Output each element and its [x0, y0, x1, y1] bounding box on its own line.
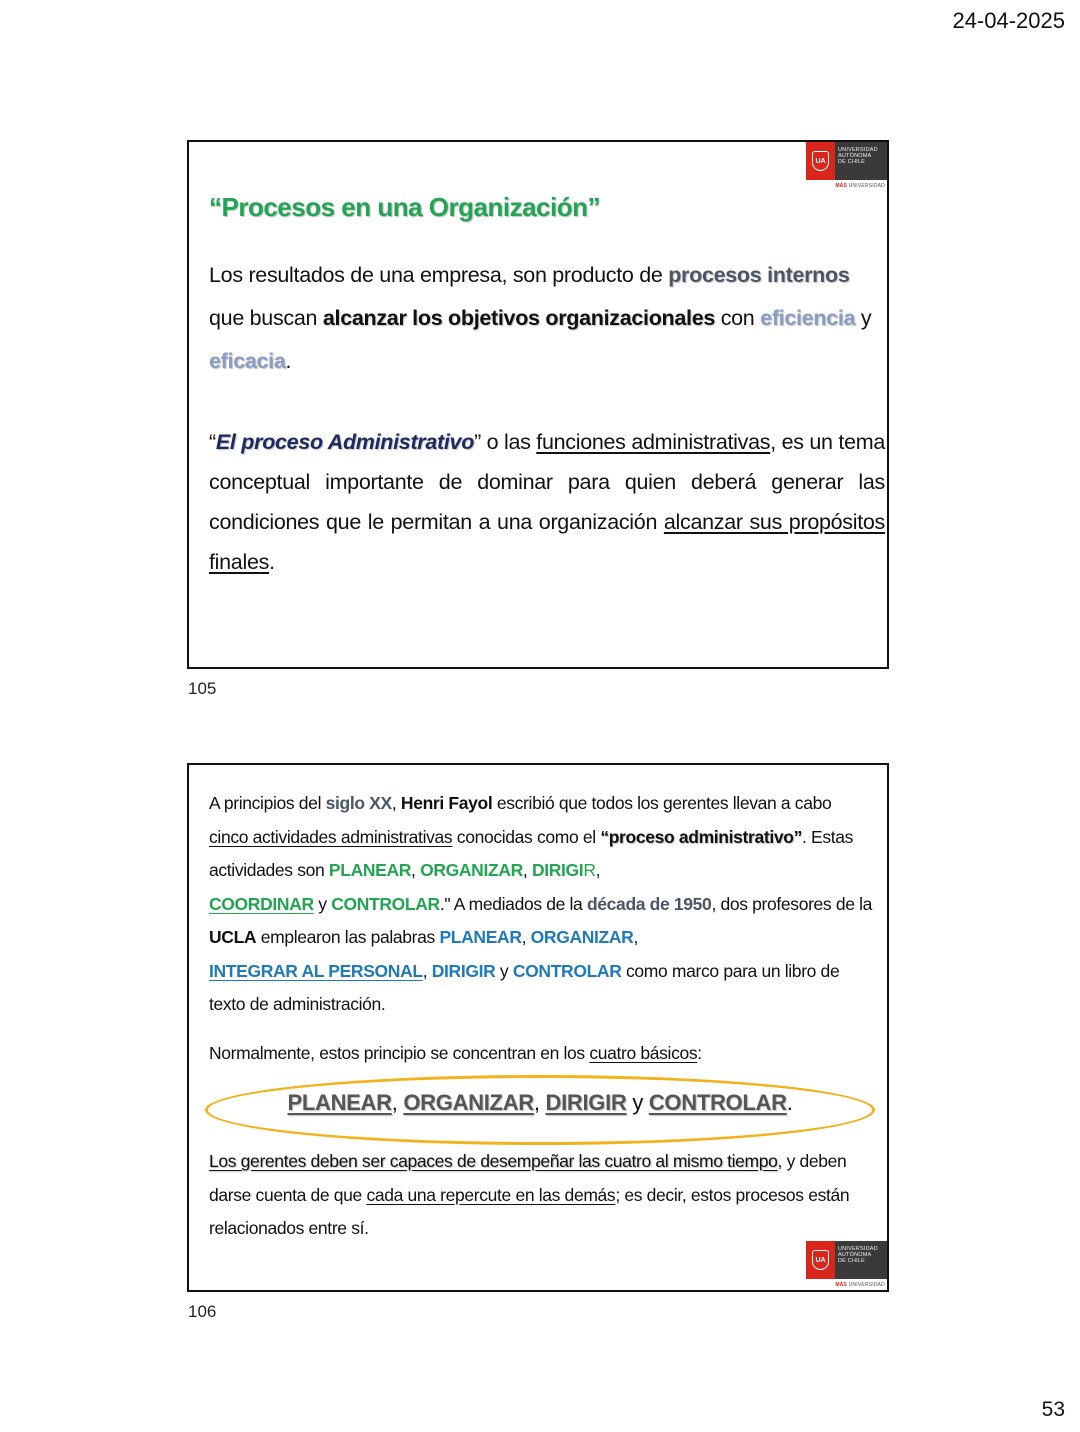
logo-tagline: MÁS UNIVERSIDAD: [835, 183, 885, 189]
slide-106: [187, 763, 889, 1292]
paragraph-results: Los resultados de una empresa, son producto de procesos internos que buscan alcanzar los objetivos organizacionales con eficiencia y eficacia.: [209, 263, 872, 373]
logo-tagline: MÁS UNIVERSIDAD: [835, 1282, 885, 1288]
slide-number: 105: [188, 679, 217, 698]
shield-icon: UA: [812, 1250, 829, 1270]
slide-105: [187, 140, 889, 669]
paragraph-process: “El proceso Administrativo” o las funciones administrativas, es un tema conceptual importante de dominar para quien deberá generar las condiciones que le permitan a una organización alcanzar sus propósitos finales.: [209, 430, 885, 574]
four-basics: PLANEAR, ORGANIZAR, DIRIGIR y CONTROLAR.: [287, 1090, 793, 1115]
page-number: 53: [1041, 1398, 1065, 1421]
university-logo: UA UNIVERSIDAD AUTÓNOMA DE CHILE MÁS UNIVERSIDAD: [806, 1241, 887, 1288]
page-date: 24-04-2025: [952, 8, 1065, 33]
slide-title: “Procesos en una Organización”: [209, 192, 600, 222]
slide-number: 106: [188, 1302, 217, 1321]
paragraph-four-basics-intro: Normalmente, estos principio se concentran en los cuatro básicos:: [209, 1043, 702, 1063]
university-logo: UA UNIVERSIDAD AUTÓNOMA DE CHILE MÁS UNIVERSIDAD: [806, 142, 887, 189]
paragraph-fayol: A principios del siglo XX, Henri Fayol escribió que todos los gerentes llevan a cabo cinco actividades administrativas conocidas como el “proceso administrativo”. Estas actividades son PLANEAR, ORGANIZAR, DIRIGIR, COORDINAR y CONTROLAR." A mediados de la década de 1950, dos profesores de la UCLA emplearon las palabras PLANEAR, ORGANIZAR, INTEGRAR AL PERSONAL, DIRIGIR y CONTROLAR como marco para un libro de texto de administración.: [209, 793, 873, 1014]
shield-icon: UA: [812, 151, 829, 171]
paragraph-managers: Los gerentes deben ser capaces de desempeñar las cuatro al mismo tiempo, y deben darse cuenta de que cada una repercute en las demás; es decir, estos procesos están relacionados entre sí.: [209, 1151, 850, 1238]
